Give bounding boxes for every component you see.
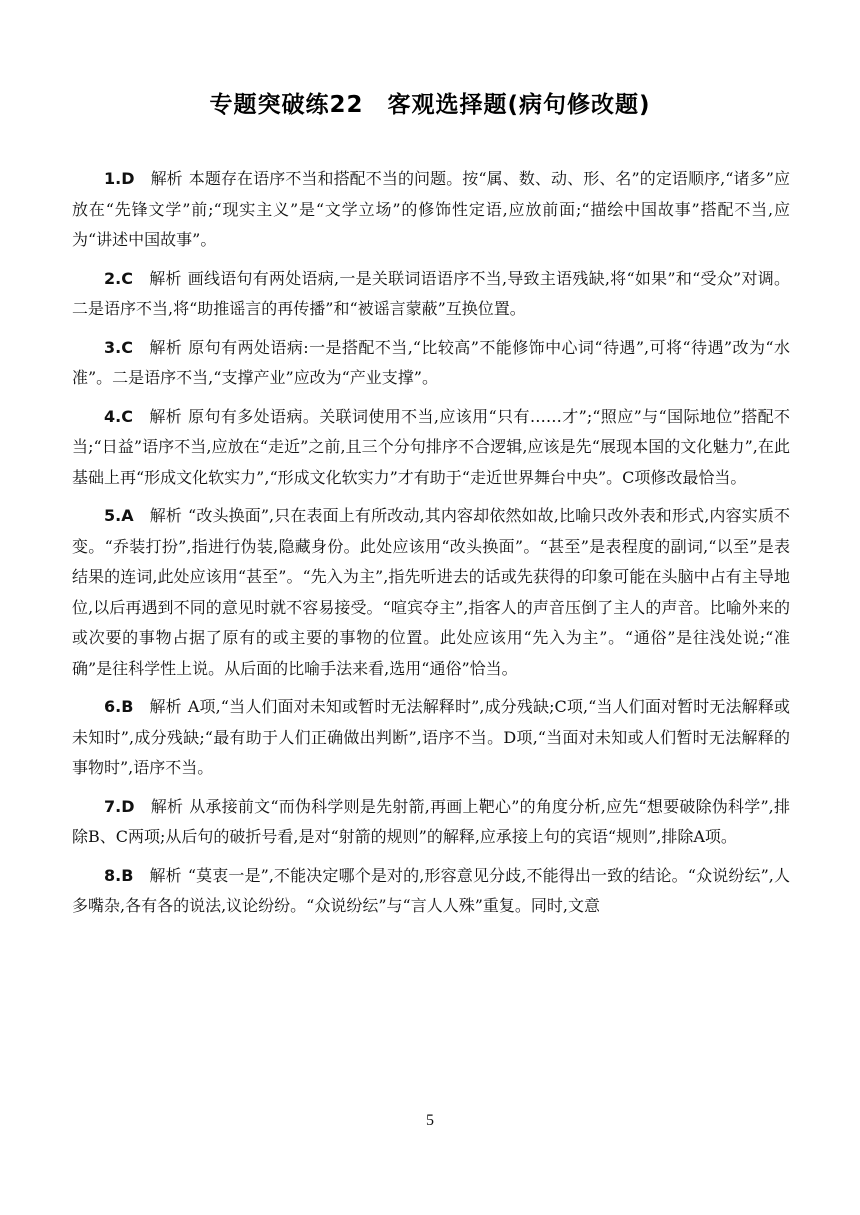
question-number: 4.C	[104, 406, 133, 426]
analysis-text: 原句有多处语病。关联词使用不当,应该用“只有……才”;“照应”与“国际地位”搭配不当;“日益”语序不当,应放在“走近”之前,且三个分句排序不合逻辑,应该是先“展现本国的文化魅力”,在此基础上再“形成文化软实力”,“形成文化软实力”才有助于“走近世界舞台中央”。C项修改最恰当。	[72, 406, 790, 487]
question-number: 6.B	[104, 697, 134, 716]
answer-item	[72, 792, 790, 853]
answer-list	[72, 164, 790, 930]
question-number: 1.D	[104, 169, 135, 188]
analysis-text: 本题存在语序不当和搭配不当的问题。按“属、数、动、形、名”的定语顺序,“诸多”应放在“先锋文学”前;“现实主义”是“文学立场”的修饰性定语,应放前面;“描绘中国故事”搭配不当,应为“讲述中国故事”。	[72, 169, 790, 249]
analysis-text: “莫衷一是”,不能决定哪个是对的,形容意见分歧,不能得出一致的结论。“众说纷纭”,人多嘴杂,各有各的说法,议论纷纷。“众说纷纭”与“言人人殊”重复。同时,文意	[72, 865, 790, 915]
question-number: 7.D	[104, 796, 135, 816]
answer-item	[72, 692, 790, 784]
answer-item	[72, 333, 790, 394]
analysis-text: A项,“当人们面对未知或暂时无法解释时”,成分残缺;C项,“当人们面对暂时无法解释或未知时”,成分残缺;“最有助于人们正确做出判断”,语序不当。D项,“当面对未知或人们暂时无法解释的事物时”,语序不当。	[72, 697, 790, 777]
question-number: 2.C	[104, 268, 133, 288]
answer-item	[72, 164, 790, 256]
analysis-label: 解析	[149, 697, 182, 716]
answer-item	[72, 264, 790, 325]
analysis-label: 解析	[150, 169, 183, 188]
page-title: 专题突破练22 客观选择题(病句修改题)	[209, 92, 651, 118]
page-number: 5	[426, 1112, 434, 1129]
question-number: 5.A	[104, 506, 134, 525]
analysis-label: 解析	[148, 406, 183, 426]
answer-item	[72, 501, 790, 684]
analysis-text: “改头换面”,只在表面上有所改动,其内容却依然如故,比喻只改外表和形式,内容实质不变。“乔装打扮”,指进行伪装,隐藏身份。此处应该用“改头换面”。“甚至”是表程度的副词,“以至”是表结果的连词,此处应该用“甚至”。“先入为主”,指先听进去的话或先获得的印象可能在头脑中占有主导地位,以后再遇到不同的意见时就不容易接受。“喧宾夺主”,指客人的声音压倒了主人的声音。比喻外来的或次要的事物占据了原有的或主要的事物的位置。此处应该用“先入为主”。“通俗”是往浅处说;“准确”是往科学性上说。从后面的比喻手法来看,选用“通俗”恰当。	[72, 506, 790, 678]
analysis-text: 画线语句有两处语病,一是关联词语语序不当,导致主语残缺,将“如果”和“受众”对调。二是语序不当,将“助推谣言的再传播”和“被谣言蒙蔽”互换位置。	[72, 268, 790, 318]
analysis-label: 解析	[149, 506, 182, 525]
answer-item	[72, 402, 790, 494]
analysis-label: 解析	[148, 337, 183, 357]
analysis-label: 解析	[149, 865, 182, 885]
analysis-label: 解析	[150, 796, 184, 816]
analysis-text: 原句有两处语病:一是搭配不当,“比较高”不能修饰中心词“待遇”,可将“待遇”改为“水准”。二是语序不当,“支撑产业”应改为“产业支撑”。	[72, 337, 790, 387]
analysis-text: 从承接前文“而伪科学则是先射箭,再画上靶心”的角度分析,应先“想要破除伪科学”,排除B、C两项;从后句的破折号看,是对“射箭的规则”的解释,应承接上句的宾语“规则”,排除A项。	[72, 796, 790, 846]
answer-item	[72, 861, 790, 922]
question-number: 8.B	[104, 865, 134, 885]
question-number: 3.C	[104, 337, 133, 357]
analysis-label: 解析	[148, 268, 182, 288]
